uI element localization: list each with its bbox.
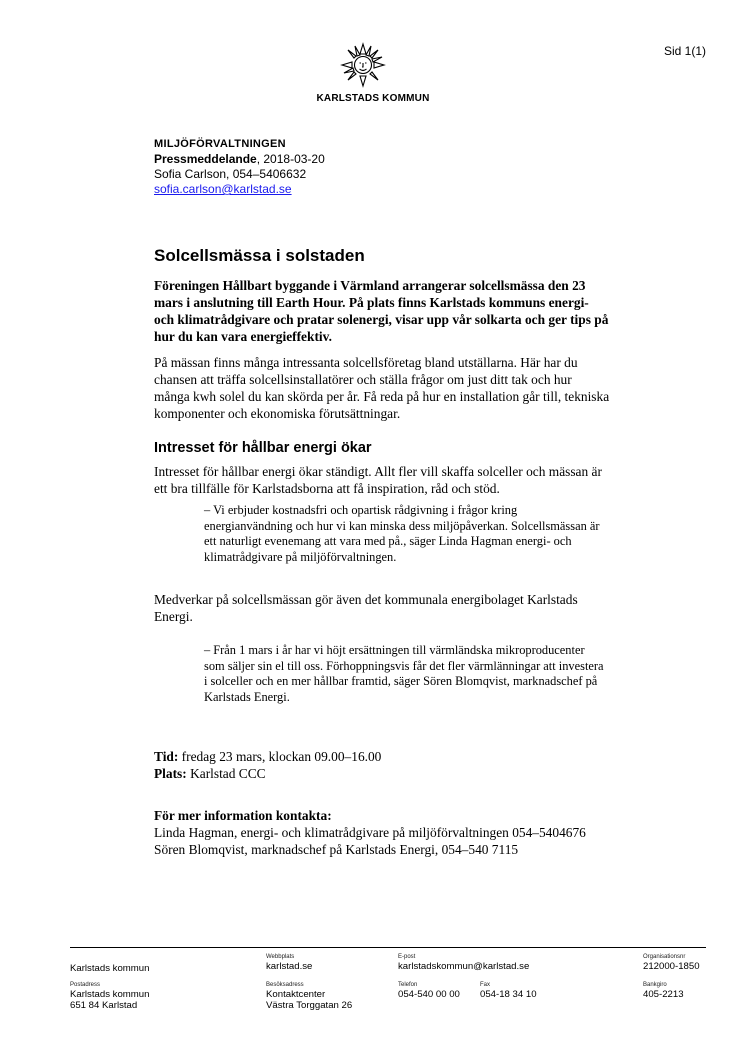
contact-line-1: Linda Hagman, energi- och klimatrådgivare på miljöförvaltningen 054–5404676 — [154, 825, 586, 840]
contact-line-2: Sören Blomqvist, marknadschef på Karlstads Energi, 054–540 7115 — [154, 842, 519, 857]
footer-visit-label: Besöksadress — [266, 982, 304, 988]
press-label: Pressmeddelande — [154, 152, 257, 166]
section-heading: Intresset för hållbar energi ökar — [154, 440, 372, 456]
footer-orgnr-label: Organisationsnr — [643, 954, 686, 960]
footer-post-line1: Karlstads kommun — [70, 989, 150, 1000]
quote-soren-blomqvist: – Från 1 mars i år har vi höjt ersättningen till värmländska mikroproducenter som säljer sin el till oss. Förhoppningsvis får det fler värmlänningar att investera i solceller och en mer hållbar framtid, säger Sören Blomqvist, marknadschef på Karlstads Energi. — [204, 643, 604, 704]
footer-web-value[interactable]: karlstad.se — [266, 961, 313, 972]
footer-bankgiro-value: 405-2213 — [643, 989, 684, 1000]
footer-post-label: Postadress — [70, 982, 101, 988]
body-paragraph-2: Intresset för hållbar energi ökar ständigt. Allt fler vill skaffa solceller och mässan är ett bra tillfälle för Karlstadsborna att få inspiration, råd och stöd. — [154, 464, 602, 496]
footer-post-line2: 651 84 Karlstad — [70, 1000, 138, 1011]
footer-org-name: Karlstads kommun — [70, 963, 150, 974]
contact-person: Sofia Carlson, 054–5406632 — [154, 167, 307, 181]
place-label: Plats: — [154, 766, 187, 781]
place-value: Karlstad CCC — [186, 766, 266, 781]
contact-email-link[interactable]: sofia.carlson@karlstad.se — [154, 182, 292, 196]
department-name: MILJÖFÖRVALTNINGEN — [154, 138, 286, 150]
body-paragraph-3: Medverkar på solcellsmässan gör även det kommunala energibolaget Karlstads Energi. — [154, 592, 578, 624]
quote-linda-hagman: – Vi erbjuder kostnadsfri och opartisk rådgivning i frågor kring energianvändning och hur vi kan minska dess miljöpåverkan. Solcellsmässan är ett naturligt evenemang att vara med på., säger Linda Hagman energi- och klimatrådgivare på miljöförvaltningen. — [204, 503, 600, 564]
footer-visit-line2: Västra Torggatan 26 — [266, 1000, 353, 1011]
page-title: Solcellsmässa i solstaden — [154, 246, 365, 265]
footer-fax-label: Fax — [480, 982, 491, 988]
time-label: Tid: — [154, 749, 179, 764]
time-value: fredag 23 mars, klockan 09.00–16.00 — [178, 749, 382, 764]
footer-visit-line1: Kontaktcenter — [266, 989, 326, 1000]
footer-fax-value: 054-18 34 10 — [480, 989, 537, 1000]
footer-email-value[interactable]: karlstadskommun@karlstad.se — [398, 961, 530, 972]
lead-paragraph: Föreningen Hållbart byggande i Värmland arrangerar solcellsmässa den 23 mars i anslutning till Earth Hour. På plats finns Karlstads kommuns energi- och klimatrådgivare och pratar solenergi, visar upp vår solkarta och ger tips på hur du kan vara energieffektiv. — [154, 278, 609, 344]
contact-heading: För mer information kontakta: — [154, 808, 332, 823]
footer-web-label: Webbplats — [266, 954, 295, 960]
footer-orgnr-value: 212000-1850 — [643, 961, 700, 972]
footer-phone-label: Telefon — [398, 982, 418, 988]
page-number: Sid 1(1) — [663, 44, 706, 58]
footer-email-label: E-post — [398, 954, 416, 960]
press-date: , 2018-03-20 — [256, 152, 325, 166]
org-logo-text: KARLSTADS KOMMUN — [316, 93, 430, 104]
body-paragraph-1: På mässan finns många intressanta solcellsföretag bland utställarna. Här har du chansen att träffa solcellsinstallatörer och ställa frågor om just ditt tak och hur många kwh solel du kan skörda per år. Få reda på hur en installation går till, tekniska komponenter och ekonomiska förutsättningar. — [154, 355, 610, 421]
footer-bankgiro-label: Bankgiro — [643, 982, 667, 988]
footer-phone-value: 054-540 00 00 — [398, 989, 460, 1000]
